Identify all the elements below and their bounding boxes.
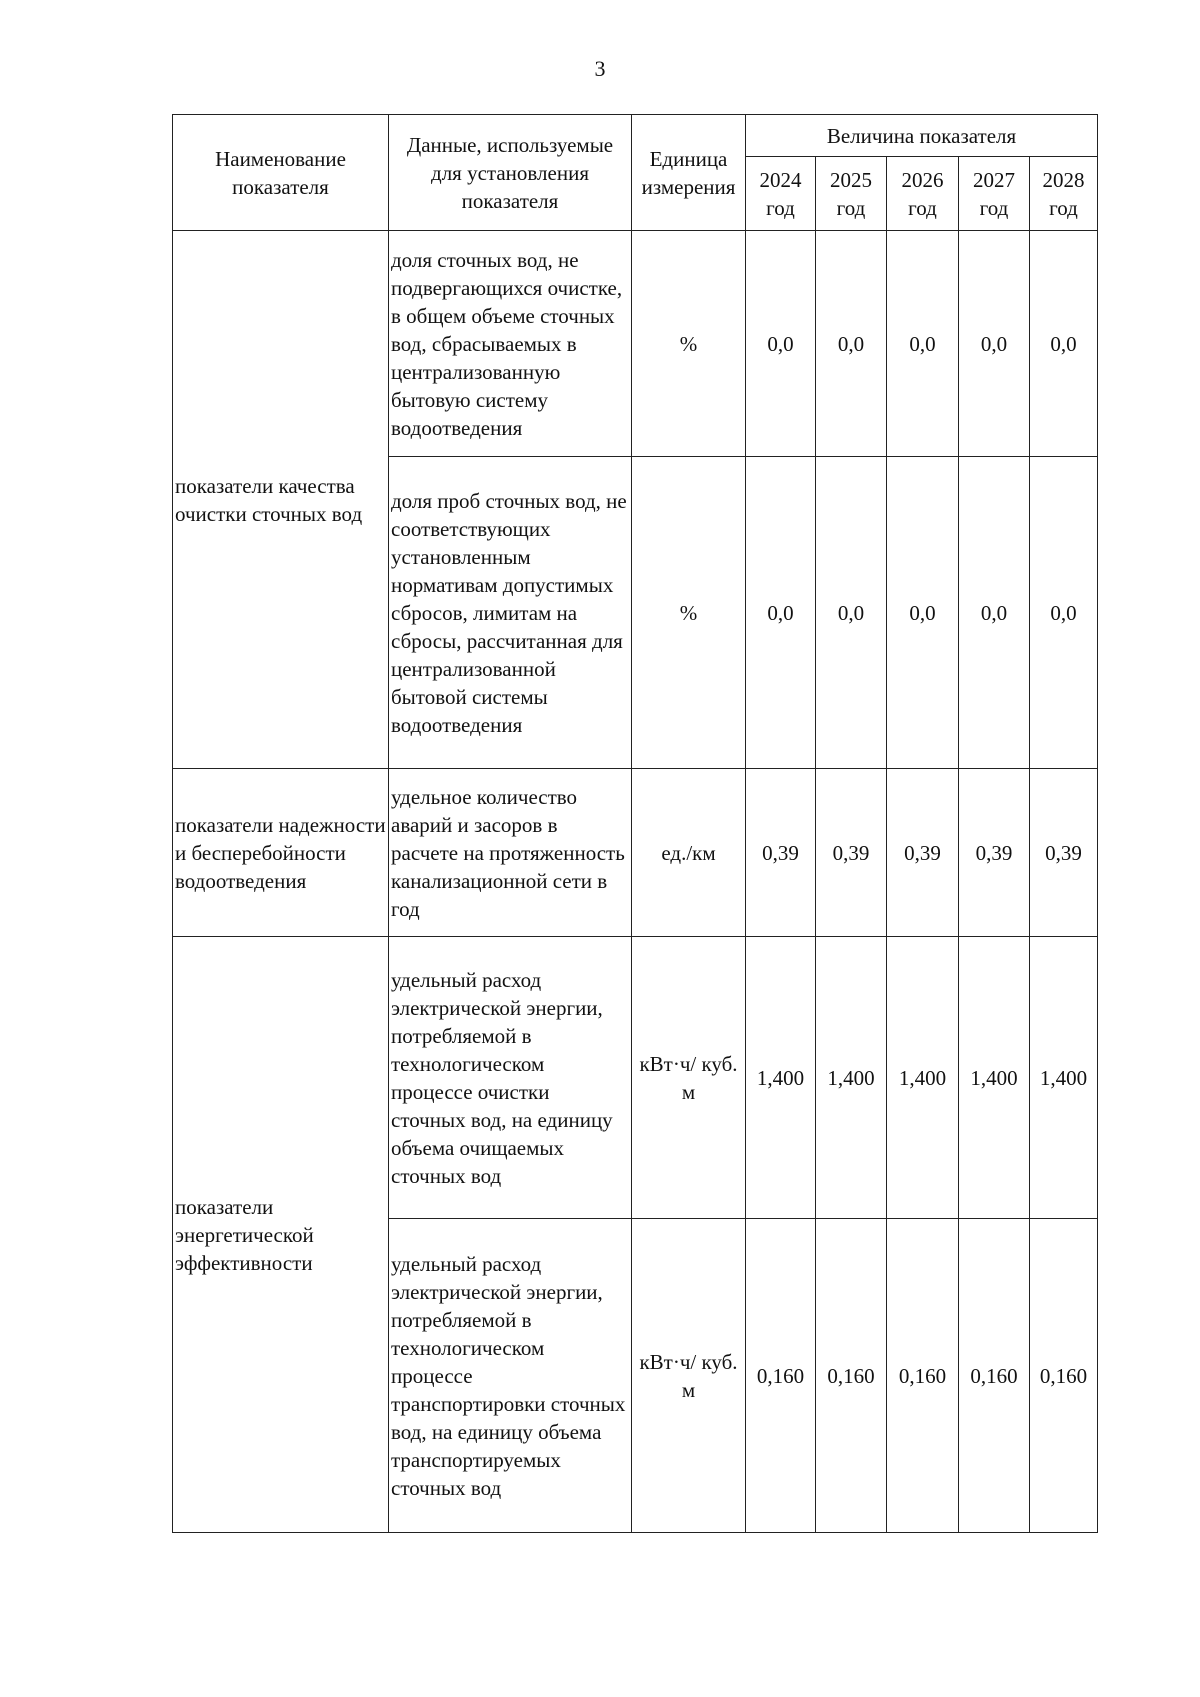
value-cell: 0,0 [959, 457, 1030, 769]
value-cell: 0,0 [746, 231, 816, 457]
value-cell: 1,400 [1030, 937, 1098, 1219]
value-cell: 0,160 [1030, 1219, 1098, 1533]
header-indicator-name: Наименование показателя [173, 115, 389, 231]
data-description: удельный расход электрической энергии, потребляемой в технологическом процессе транспортировки сточных вод, на единицу объема транспортируемых сточных вод [389, 1219, 632, 1533]
value-cell: 0,39 [959, 769, 1030, 937]
header-year: 2028 год [1030, 157, 1098, 231]
value-cell: 0,39 [887, 769, 959, 937]
unit-cell: кВт·ч/ куб. м [632, 1219, 746, 1533]
header-year: 2024 год [746, 157, 816, 231]
value-cell: 0,0 [816, 457, 887, 769]
group-name: показатели энергетической эффективности [173, 937, 389, 1533]
value-cell: 0,0 [1030, 457, 1098, 769]
value-cell: 1,400 [746, 937, 816, 1219]
table-row [173, 937, 1098, 1219]
header-unit: Единица измерения [632, 115, 746, 231]
value-cell: 0,160 [887, 1219, 959, 1533]
header-year: 2025 год [816, 157, 887, 231]
group-name: показатели надежности и бесперебойности водоотведения [173, 769, 389, 937]
page-number: 3 [594, 56, 606, 81]
unit-cell: % [632, 231, 746, 457]
table-row [173, 231, 1098, 457]
value-cell: 1,400 [959, 937, 1030, 1219]
data-description: доля проб сточных вод, не соответствующих установленным нормативам допустимых сбросов, лимитам на сбросы, рассчитанная для централизованной бытовой системы водоотведения [389, 457, 632, 769]
group-name: показатели качества очистки сточных вод [173, 231, 389, 769]
data-description: удельное количество аварий и засоров в расчете на протяженность канализационной сети в год [389, 769, 632, 937]
value-cell: 0,39 [746, 769, 816, 937]
value-cell: 0,0 [746, 457, 816, 769]
value-cell: 0,39 [816, 769, 887, 937]
value-cell: 0,39 [1030, 769, 1098, 937]
value-cell: 0,160 [746, 1219, 816, 1533]
value-cell: 0,160 [816, 1219, 887, 1533]
indicators-table [172, 114, 1098, 1533]
data-description: доля сточных вод, не подвергающихся очистке, в общем объеме сточных вод, сбрасываемых в централизованную бытовую систему водоотведения [389, 231, 632, 457]
header-data-used: Данные, используемые для установления показателя [389, 115, 632, 231]
value-cell: 0,0 [887, 457, 959, 769]
table-row [173, 769, 1098, 937]
header-year: 2026 год [887, 157, 959, 231]
data-description: удельный расход электрической энергии, потребляемой в технологическом процессе очистки сточных вод, на единицу объема очищаемых сточных вод [389, 937, 632, 1219]
header-year: 2027 год [959, 157, 1030, 231]
value-cell: 0,0 [887, 231, 959, 457]
value-cell: 1,400 [816, 937, 887, 1219]
value-cell: 0,0 [1030, 231, 1098, 457]
value-cell: 0,0 [816, 231, 887, 457]
unit-cell: ед./км [632, 769, 746, 937]
value-cell: 1,400 [887, 937, 959, 1219]
value-cell: 0,160 [959, 1219, 1030, 1533]
unit-cell: % [632, 457, 746, 769]
unit-cell: кВт·ч/ куб. м [632, 937, 746, 1219]
value-cell: 0,0 [959, 231, 1030, 457]
header-value-group: Величина показателя [746, 115, 1098, 157]
